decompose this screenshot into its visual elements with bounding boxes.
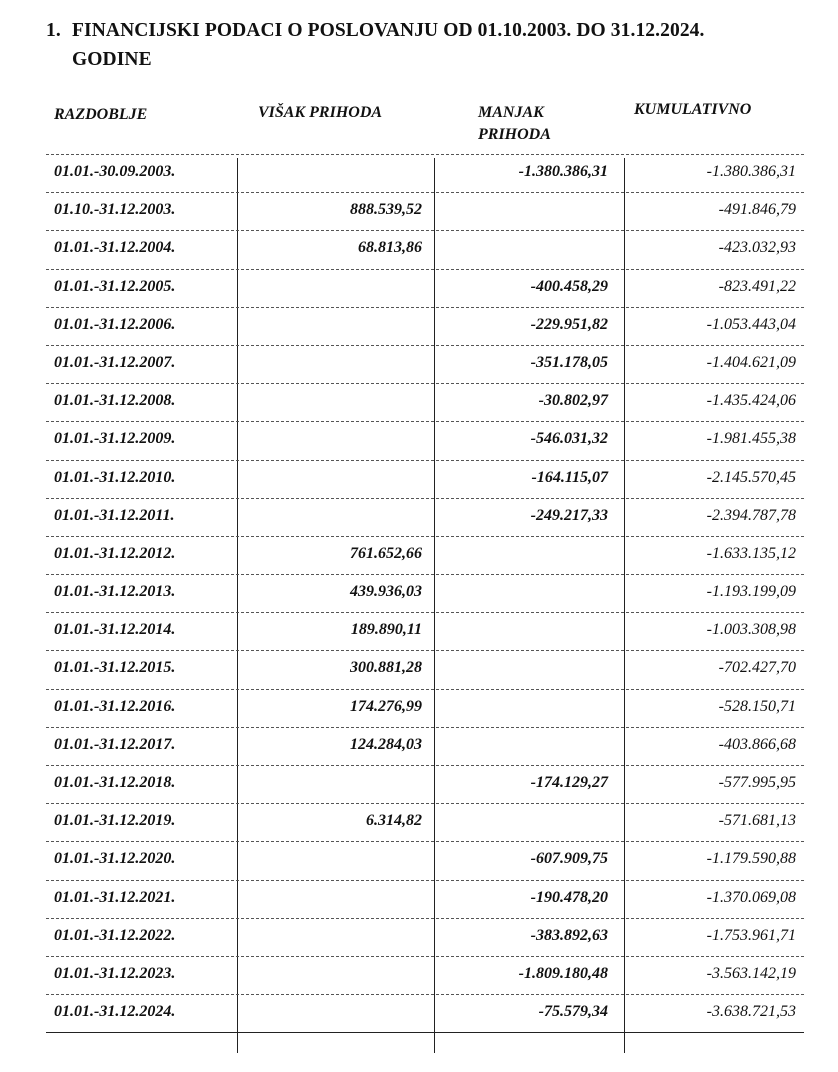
cell-surplus [236,919,422,956]
cell-cumulative: -528.150,71 [718,697,796,715]
table-row [46,880,804,918]
cell-cumulative: -2.394.787,78 [706,506,796,524]
cell-cumulative: -1.003.308,98 [706,621,796,639]
cell-period: 01.01.-31.12.2024. [54,1003,176,1021]
cell-cumulative: -2.145.570,45 [706,468,796,486]
cell-surplus [236,384,422,421]
heading-line-1 [46,16,816,45]
cell-surplus: 439.936,03 [350,583,422,601]
cell-period: 01.01.-31.12.2006. [54,315,176,333]
cell-surplus [236,308,422,345]
table-row [46,841,804,879]
cell-period: 01.01.-31.12.2008. [54,392,176,410]
section-heading [46,16,816,74]
cell-surplus: 761.652,66 [350,544,422,562]
cell-deficit [432,728,608,765]
cell-cumulative: -3.638.721,53 [706,1003,796,1021]
cell-cumulative: -823.491,22 [718,277,796,295]
table-row [46,269,804,307]
cell-cumulative: -3.563.142,19 [706,964,796,982]
cell-cumulative: -1.193.199,09 [706,583,796,601]
cell-cumulative: -403.866,68 [718,735,796,753]
table-row [46,192,804,230]
cell-surplus [236,346,422,383]
cell-period: 01.01.-31.12.2004. [54,239,176,257]
cell-period: 01.01.-31.12.2022. [54,926,176,944]
cell-surplus: 68.813,86 [358,239,422,257]
column-header-deficit [478,102,551,146]
table-row [46,765,804,803]
cell-cumulative: -577.995,95 [718,774,796,791]
cell-cumulative: -1.179.590,88 [706,850,796,868]
cell-period: 01.01.-31.12.2016. [54,697,176,715]
table-row [46,994,804,1033]
cell-period: 01.01.-31.12.2023. [54,964,176,982]
cell-surplus [236,766,422,803]
cell-surplus [236,422,422,459]
cell-cumulative: -1.370.069,08 [706,888,796,906]
cell-deficit: -190.478,20 [530,888,608,906]
column-header-period: RAZDOBLJE [54,106,148,123]
cell-period: 01.10.-31.12.2003. [54,201,176,219]
cell-deficit: -351.178,05 [530,353,608,371]
cell-surplus [236,270,422,307]
cell-surplus: 888.539,52 [350,201,422,219]
cell-cumulative: -1.380.386,31 [706,163,796,180]
table-row [46,650,804,688]
cell-period: 01.01.-31.12.2021. [54,888,176,906]
table-row [46,230,804,268]
heading-number: 1. [46,20,61,41]
cell-surplus [236,155,422,192]
cell-surplus [236,881,422,918]
cell-deficit: -1.380.386,31 [518,163,608,180]
cell-period: 01.01.-31.12.2005. [54,277,176,295]
column-header-surplus: VIŠAK PRIHODA [258,104,383,121]
cell-deficit [432,193,608,230]
cell-deficit [432,537,608,574]
cell-deficit [432,613,608,650]
cell-surplus [236,957,422,994]
column-header-deficit-line-1: MANJAK [478,104,544,121]
cell-cumulative: -702.427,70 [718,659,796,677]
table-row [46,918,804,956]
cell-deficit: -546.031,32 [530,430,608,448]
table-row [46,460,804,498]
table-row [46,689,804,727]
cell-period: 01.01.-31.12.2020. [54,850,176,868]
column-header-deficit-line-2: PRIHODA [478,126,551,143]
cell-deficit: -249.217,33 [530,506,608,524]
cell-cumulative: -1.435.424,06 [706,392,796,410]
cell-deficit: -75.579,34 [538,1003,608,1021]
cell-surplus [236,995,422,1032]
cell-deficit [432,231,608,268]
cell-period: 01.01.-31.12.2014. [54,621,176,639]
column-header-cumulative: KUMULATIVNO [634,101,752,118]
heading-line-2: GODINE [72,49,152,70]
cell-deficit [432,804,608,841]
cell-cumulative: -1.053.443,04 [706,315,796,333]
cell-period: 01.01.-31.12.2010. [54,468,176,486]
table-row [46,498,804,536]
cell-deficit [432,690,608,727]
heading-text: FINANCIJSKI PODACI O POSLOVANJU OD 01.10.2003. DO 31.12.2024. [72,20,705,41]
cell-cumulative: -1.404.621,09 [706,353,796,371]
cell-cumulative: -1.633.135,12 [706,544,796,562]
table-row [46,421,804,459]
cell-deficit: -383.892,63 [530,926,608,944]
cell-period: 01.01.-31.12.2015. [54,659,176,677]
cell-cumulative: -571.681,13 [718,812,796,830]
cell-period: 01.01.-31.12.2018. [54,774,176,791]
table-row [46,803,804,841]
table-row [46,307,804,345]
cell-cumulative: -1.753.961,71 [706,926,796,944]
table-row [46,154,804,192]
table-row [46,612,804,650]
financial-table [46,154,804,1033]
cell-deficit: -30.802,97 [538,392,608,410]
cell-deficit: -174.129,27 [530,774,608,791]
table-row [46,956,804,994]
cell-surplus [236,842,422,879]
cell-deficit: -1.809.180,48 [518,964,608,982]
cell-surplus [236,499,422,536]
cell-period: 01.01.-31.12.2007. [54,353,176,371]
table-row [46,345,804,383]
cell-cumulative: -1.981.455,38 [706,430,796,448]
cell-period: 01.01.-30.09.2003. [54,163,176,180]
cell-deficit: -164.115,07 [531,468,608,486]
table-row [46,574,804,612]
table-row [46,727,804,765]
cell-deficit [432,575,608,612]
cell-cumulative: -491.846,79 [718,201,796,219]
cell-deficit [432,651,608,688]
cell-period: 01.01.-31.12.2019. [54,812,176,830]
cell-surplus: 124.284,03 [350,735,422,753]
cell-cumulative: -423.032,93 [718,239,796,257]
cell-surplus: 189.890,11 [350,621,422,639]
table-row [46,383,804,421]
cell-surplus [236,461,422,498]
cell-period: 01.01.-31.12.2011. [54,506,175,524]
cell-period: 01.01.-31.12.2009. [54,430,176,448]
cell-period: 01.01.-31.12.2013. [54,583,176,601]
cell-period: 01.01.-31.12.2017. [54,735,176,753]
cell-period: 01.01.-31.12.2012. [54,544,176,562]
table-row [46,536,804,574]
cell-deficit: -400.458,29 [530,277,608,295]
cell-surplus: 6.314,82 [366,812,422,830]
cell-deficit: -607.909,75 [530,850,608,868]
cell-deficit: -229.951,82 [530,315,608,333]
cell-surplus: 300.881,28 [350,659,422,677]
cell-surplus: 174.276,99 [350,697,422,715]
